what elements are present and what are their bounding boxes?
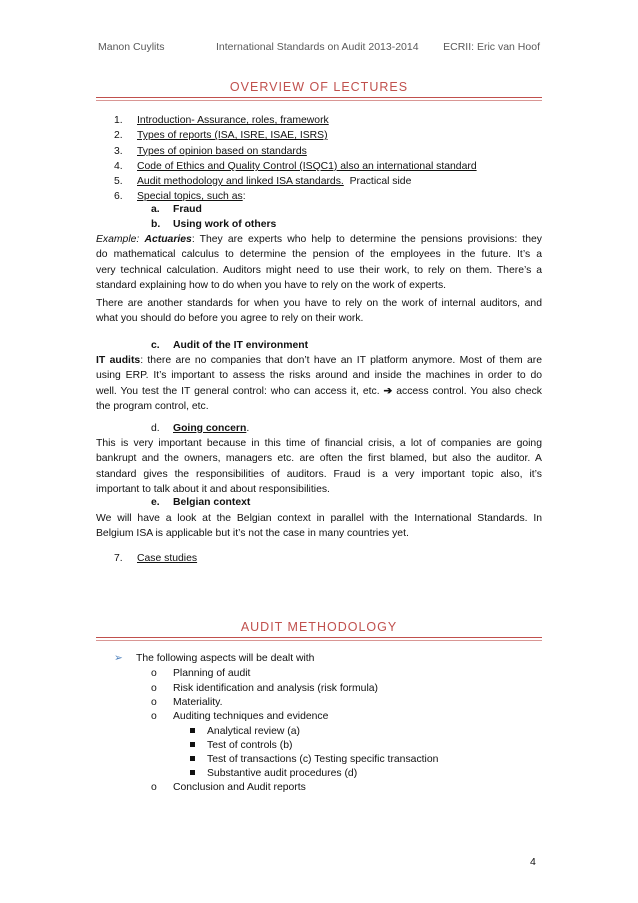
list-item: 4. Code of Ethics and Quality Control (ISQC1) also an international standard	[114, 160, 477, 172]
list-item: Test of controls (b)	[190, 740, 292, 751]
circle-bullet-icon: o	[151, 668, 157, 679]
page-header	[98, 41, 540, 55]
list-item: o Risk identification and analysis (risk formula)	[151, 683, 379, 694]
list-item: 2. Types of reports (ISA, ISRE, ISAE, ISRS)	[114, 130, 328, 142]
subtopic-it-environment: c. Audit of the IT environment	[151, 340, 309, 351]
list-item: 5. Audit methodology and linked ISA standards. Practical side	[114, 176, 412, 188]
methodology-title: AUDIT METHODOLOGY	[240, 620, 398, 634]
circle-bullet-icon: o	[151, 711, 157, 722]
square-bullet-icon	[190, 756, 195, 761]
header-course: International Standards on Audit 2013-2014	[216, 41, 419, 53]
circle-bullet-icon: o	[151, 697, 157, 708]
header-teacher: ECRII: Eric van Hoof	[443, 41, 540, 53]
subtopic-fraud: a. Fraud	[151, 204, 202, 215]
list-item: 6. Special topics, such as:	[114, 191, 246, 203]
list-item: o Conclusion and Audit reports	[151, 782, 306, 793]
lectures-list	[96, 113, 477, 205]
belgian-context-paragraph: We will have a look at the Belgian context in parallel with the International Standards. In Belgium ISA is applicable but it’s not the case in many countries yet.	[96, 513, 542, 540]
methodology-intro: ➢ The following aspects will be dealt with	[114, 653, 315, 664]
list-item: Substantive audit procedures (d)	[190, 768, 357, 779]
circle-bullet-icon: o	[151, 782, 157, 793]
list-item-case-studies: 7. Case studies	[114, 553, 198, 564]
list-item: 1. Introduction- Assurance, roles, framework	[114, 115, 329, 126]
list-item: o Materiality.	[151, 697, 223, 708]
header-author: Manon Cuylits	[98, 41, 165, 53]
square-bullet-icon	[190, 770, 195, 775]
subtopic-going-concern: d. Going concern.	[151, 423, 250, 434]
list-item: o Planning of audit	[151, 668, 251, 679]
right-arrow-icon: ➔	[383, 385, 393, 397]
it-audits-paragraph: IT audits: there are no companies that don’t have an IT platform anymore. Most of them are using ERP. It’s important to assess the risks around and inside the machines in order to do well. You test the IT general control: who can access it, etc. ➔ access control. You also check the program control, etc.	[96, 355, 542, 413]
list-item: Analytical review (a)	[190, 726, 300, 737]
overview-title: OVERVIEW OF LECTURES	[229, 80, 409, 94]
methodology-title-rule	[96, 637, 542, 638]
square-bullet-icon	[190, 728, 195, 733]
going-concern-paragraph: This is very important because in this time of financial crisis, a lot of companies are going bankrupt and the owners, managers etc. are often the first blamed, but also the auditor. A standard gives the responsibilities of auditors. Fraud is a very important topic also, it’s important to talk about it and about responsibilities.	[96, 438, 542, 496]
internal-auditors-paragraph: There are another standards for when you have to rely on the work of internal auditors, and what you should do before you agree to rely on their work.	[96, 298, 542, 325]
overview-title-rule-thin	[96, 100, 542, 101]
list-item: 3. Types of opinion based on standards	[114, 145, 307, 157]
overview-title-rule	[96, 97, 542, 98]
list-item: o Auditing techniques and evidence	[151, 711, 329, 722]
arrowhead-bullet-icon: ➢	[114, 653, 123, 664]
circle-bullet-icon: o	[151, 683, 157, 694]
page-number: 4	[530, 856, 536, 868]
subtopic-work-of-others: b. Using work of others	[151, 219, 277, 230]
square-bullet-icon	[190, 742, 195, 747]
subtopic-belgian-context: e. Belgian context	[151, 497, 251, 508]
actuaries-paragraph: Example: Actuaries: They are experts who help to determine the pensions provisions: they do mathematical calculus to determine the pension of the employees in the future. It’s a very technical calculation. Auditors might need to use their work, to rely on them. There’s a standard explaining how to do when you have to rely on the work of experts.	[96, 234, 542, 292]
list-item: Test of transactions (c) Testing specific transaction	[190, 754, 438, 765]
methodology-title-rule-thin	[96, 640, 542, 641]
